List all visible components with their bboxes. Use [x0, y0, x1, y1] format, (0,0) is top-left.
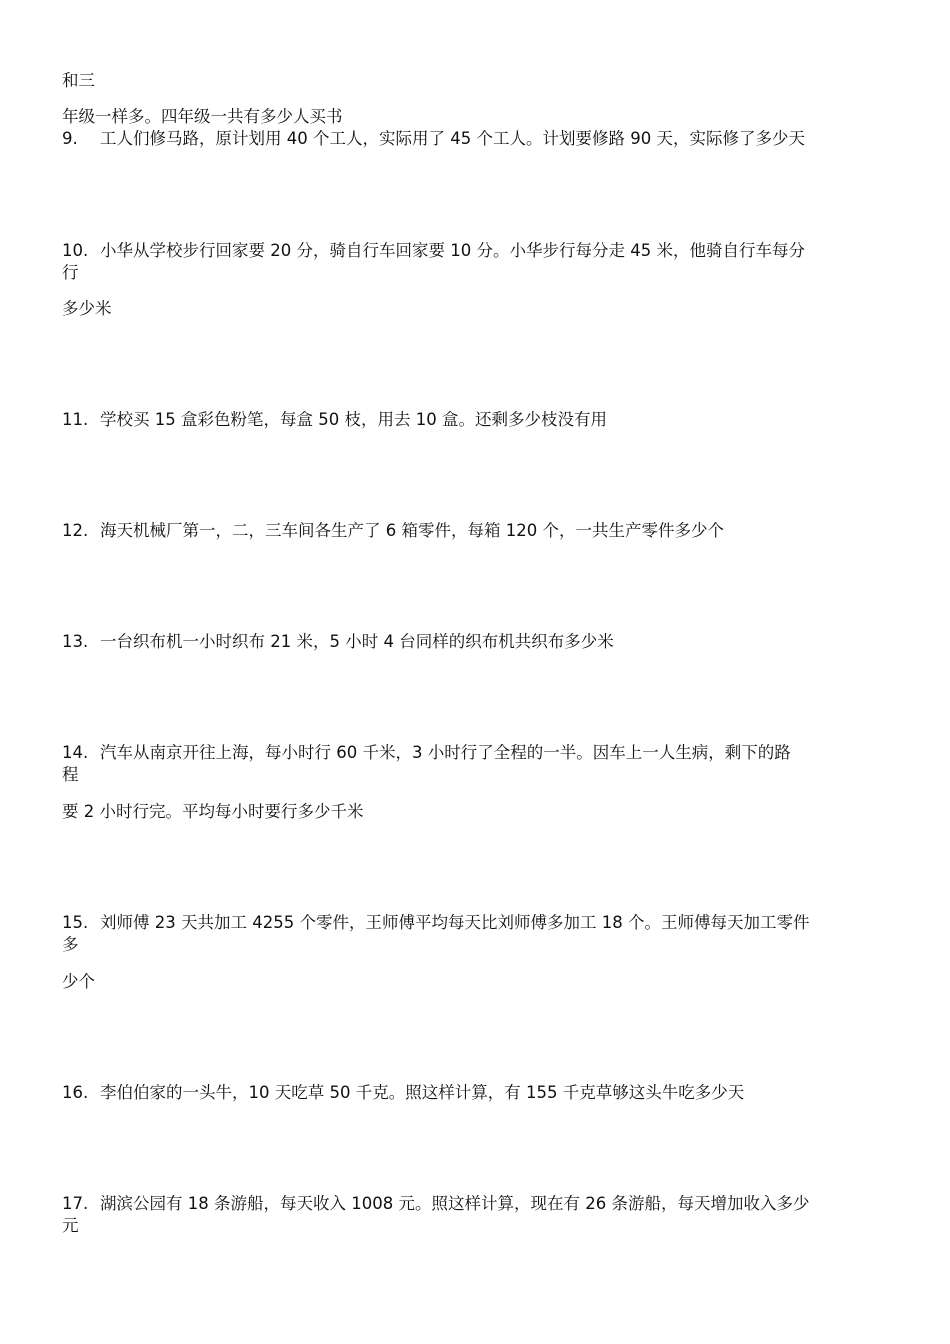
problem-14-line-2: 程: [62, 765, 79, 784]
problem-17-line-2: 元: [62, 1216, 79, 1235]
problem-13-line-1: [62, 631, 614, 653]
problem-number: 12.: [62, 521, 89, 540]
problem-12-line-1: [62, 520, 724, 542]
problem-15-line-1: [62, 912, 809, 934]
problem-text: 李伯伯家的一头牛，10 天吃草 50 千克。照这样计算，有 155 千克草够这头牛吃多少天: [100, 1083, 745, 1102]
problem-9-line-1: [62, 128, 805, 150]
problem-11-line-1: [62, 409, 607, 431]
problem-10-line-3: 多少米: [62, 299, 112, 318]
problem-number: 9.: [62, 129, 78, 148]
problem-text: 刘师傅 23 天共加工 4255 个零件，王师傅平均每天比刘师傅多加工 18 个。王师傅每天加工零件: [100, 913, 810, 932]
problem-number: 15.: [62, 913, 89, 932]
problem-15-line-3: 少个: [62, 972, 95, 991]
problem-10-line-1: [62, 240, 805, 262]
problem-number: 11.: [62, 410, 89, 429]
problem-text: 小华从学校步行回家要 20 分，骑自行车回家要 10 分。小华步行每分走 45 米，他骑自行车每分: [100, 241, 805, 260]
problem-15-line-2: 多: [62, 935, 79, 954]
problem-16-line-1: [62, 1082, 744, 1104]
continuation-line-1: 和三: [62, 71, 95, 90]
problem-17-line-1: [62, 1193, 809, 1215]
problem-text: 汽车从南京开往上海，每小时行 60 千米，3 小时行了全程的一半。因车上一人生病，剩下的路: [100, 743, 791, 762]
problem-14-line-3: 要 2 小时行完。平均每小时要行多少千米: [62, 802, 364, 821]
problem-text: 一台织布机一小时织布 21 米，5 小时 4 台同样的织布机共织布多少米: [100, 632, 614, 651]
problem-number: 14.: [62, 743, 89, 762]
problem-number: 17.: [62, 1194, 89, 1213]
problem-text: 海天机械厂第一，二，三车间各生产了 6 箱零件，每箱 120 个，一共生产零件多少个: [100, 521, 724, 540]
problem-number: 16.: [62, 1083, 89, 1102]
problem-10-line-2: 行: [62, 263, 79, 282]
problem-number: 13.: [62, 632, 89, 651]
problem-number: 10.: [62, 241, 89, 260]
problem-text: 工人们修马路，原计划用 40 个工人，实际用了 45 个工人。计划要修路 90 天，实际修了多少天: [100, 129, 805, 148]
problem-14-line-1: [62, 742, 791, 764]
problem-text: 学校买 15 盒彩色粉笔，每盒 50 枝，用去 10 盒。还剩多少枝没有用: [100, 410, 607, 429]
continuation-line-2: 年级一样多。四年级一共有多少人买书: [62, 107, 343, 126]
problem-text: 湖滨公园有 18 条游船，每天收入 1008 元。照这样计算，现在有 26 条游船，每天增加收入多少: [100, 1194, 810, 1213]
